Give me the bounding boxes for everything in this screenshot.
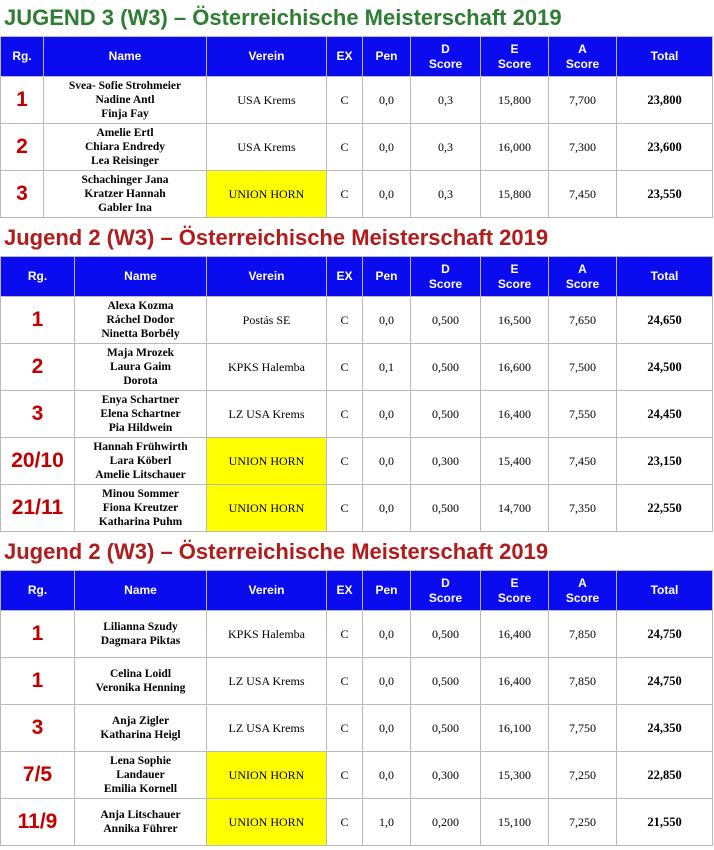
team-member-name: Svea- Sofie Strohmeier — [68, 80, 182, 92]
rank-cell: 11/9 — [1, 799, 75, 846]
total-cell: 21,550 — [617, 799, 713, 846]
total-cell: 24,350 — [617, 705, 713, 752]
team-member-name: Hannah Frühwirth — [93, 441, 188, 453]
total-cell: 24,500 — [617, 344, 713, 391]
e-score-cell: 15,300 — [481, 752, 549, 799]
table-row — [1, 344, 713, 391]
e-score-cell: 16,400 — [481, 611, 549, 658]
pen-cell: 0,0 — [363, 391, 411, 438]
team-member-name: Enya Schartner — [101, 394, 180, 406]
table-row — [1, 799, 713, 846]
total-cell: 23,550 — [617, 171, 713, 218]
team-member-name: Pia Hildwein — [108, 422, 173, 434]
club-cell: LZ USA Krems — [207, 391, 327, 438]
section-title: Jugend 2 (W3) – Österreichische Meisterschaft 2019 — [4, 225, 549, 250]
header-total: Total — [617, 37, 713, 77]
pen-cell: 0,0 — [363, 77, 411, 124]
header-row — [1, 571, 713, 611]
rank-cell: 20/10 — [1, 438, 75, 485]
header-rank: Rg. — [1, 257, 75, 297]
table-row — [1, 438, 713, 485]
ex-cell: C — [327, 705, 363, 752]
rank-cell: 2 — [1, 344, 75, 391]
names-cell — [75, 297, 207, 344]
rank-cell: 2 — [1, 124, 44, 171]
total-cell: 22,550 — [617, 485, 713, 532]
total-cell: 22,850 — [617, 752, 713, 799]
a-score-cell: 7,250 — [549, 752, 617, 799]
team-member-name: Anja Litschauer — [100, 809, 181, 821]
rank-cell: 7/5 — [1, 752, 75, 799]
team-member-name: Ráchel Dodor — [106, 314, 175, 326]
team-member-name: Annika Führer — [103, 823, 178, 835]
team-member-name: Alexa Kozma — [107, 300, 174, 312]
names-cell — [75, 485, 207, 532]
header-d-score: D Score — [411, 571, 481, 611]
pen-cell: 0,0 — [363, 485, 411, 532]
rank-cell: 1 — [1, 611, 75, 658]
header-ex: EX — [327, 37, 363, 77]
header-rank: Rg. — [1, 37, 44, 77]
e-score-cell: 15,100 — [481, 799, 549, 846]
d-score-cell: 0,300 — [411, 438, 481, 485]
total-cell: 24,750 — [617, 611, 713, 658]
names-cell — [75, 705, 207, 752]
team-member-name: Lara Köberl — [109, 455, 172, 467]
section-title: Jugend 2 (W3) – Österreichische Meisterschaft 2019 — [4, 539, 549, 564]
header-pen: Pen — [363, 37, 411, 77]
total-cell: 24,750 — [617, 658, 713, 705]
team-member-name: Finja Fay — [101, 108, 149, 120]
ex-cell: C — [327, 799, 363, 846]
header-e-score: E Score — [481, 257, 549, 297]
d-score-cell: 0,500 — [411, 705, 481, 752]
ex-cell: C — [327, 77, 363, 124]
header-club: Verein — [207, 257, 327, 297]
pen-cell: 0,0 — [363, 611, 411, 658]
club-cell: KPKS Halemba — [207, 611, 327, 658]
rank-cell: 3 — [1, 705, 75, 752]
e-score-cell: 16,400 — [481, 391, 549, 438]
names-cell — [75, 658, 207, 705]
table-row — [1, 297, 713, 344]
header-pen: Pen — [363, 571, 411, 611]
header-ex: EX — [327, 571, 363, 611]
section-title: JUGEND 3 (W3) – Österreichische Meisterschaft 2019 — [4, 5, 562, 30]
a-score-cell: 7,450 — [549, 438, 617, 485]
pen-cell: 0,0 — [363, 752, 411, 799]
e-score-cell: 16,000 — [481, 124, 549, 171]
club-cell: KPKS Halemba — [207, 344, 327, 391]
a-score-cell: 7,850 — [549, 611, 617, 658]
d-score-cell: 0,200 — [411, 799, 481, 846]
e-score-cell: 15,400 — [481, 438, 549, 485]
team-member-name: Amelie Ertl — [96, 127, 154, 139]
ex-cell: C — [327, 485, 363, 532]
header-name: Name — [75, 257, 207, 297]
header-total: Total — [617, 571, 713, 611]
header-name: Name — [44, 37, 207, 77]
table-row — [1, 391, 713, 438]
a-score-cell: 7,250 — [549, 799, 617, 846]
d-score-cell: 0,500 — [411, 344, 481, 391]
pen-cell: 0,0 — [363, 297, 411, 344]
names-cell — [75, 752, 207, 799]
a-score-cell: 7,650 — [549, 297, 617, 344]
header-rank: Rg. — [1, 571, 75, 611]
names-cell — [75, 344, 207, 391]
table-row — [1, 752, 713, 799]
team-member-name: Anja Zigler — [111, 715, 170, 727]
header-pen: Pen — [363, 257, 411, 297]
names-cell — [75, 391, 207, 438]
e-score-cell: 15,800 — [481, 171, 549, 218]
results-table — [0, 36, 713, 218]
header-d-score: D Score — [411, 37, 481, 77]
rank-cell: 1 — [1, 658, 75, 705]
d-score-cell: 0,500 — [411, 297, 481, 344]
header-e-score: E Score — [481, 37, 549, 77]
table-row — [1, 611, 713, 658]
total-cell: 24,650 — [617, 297, 713, 344]
d-score-cell: 0,300 — [411, 752, 481, 799]
a-score-cell: 7,700 — [549, 77, 617, 124]
club-cell: UNION HORN — [207, 485, 327, 532]
header-club: Verein — [207, 571, 327, 611]
club-cell: UNION HORN — [207, 438, 327, 485]
a-score-cell: 7,750 — [549, 705, 617, 752]
header-a-score: A Score — [549, 257, 617, 297]
team-member-name: Laura Gaim — [109, 361, 171, 373]
header-e-score: E Score — [481, 571, 549, 611]
rank-cell: 3 — [1, 171, 44, 218]
a-score-cell: 7,450 — [549, 171, 617, 218]
team-member-name: Maja Mrozek — [106, 347, 175, 359]
ex-cell: C — [327, 171, 363, 218]
rank-cell: 1 — [1, 297, 75, 344]
results-table — [0, 256, 713, 532]
a-score-cell: 7,550 — [549, 391, 617, 438]
ex-cell: C — [327, 124, 363, 171]
ex-cell: C — [327, 391, 363, 438]
club-cell: UNION HORN — [207, 799, 327, 846]
ex-cell: C — [327, 297, 363, 344]
table-row — [1, 77, 713, 124]
club-cell: LZ USA Krems — [207, 705, 327, 752]
team-member-name: Elena Schartner — [100, 408, 181, 420]
ex-cell: C — [327, 611, 363, 658]
team-member-name: Lea Reisinger — [90, 155, 160, 167]
pen-cell: 0,0 — [363, 124, 411, 171]
team-member-name: Lena Sophie — [109, 755, 172, 767]
ex-cell: C — [327, 658, 363, 705]
names-cell — [75, 611, 207, 658]
header-row — [1, 257, 713, 297]
d-score-cell: 0,500 — [411, 611, 481, 658]
team-member-name: Lilianna Szudy — [103, 621, 178, 633]
d-score-cell: 0,500 — [411, 485, 481, 532]
table-row — [1, 705, 713, 752]
club-cell: USA Krems — [207, 77, 327, 124]
team-member-name: Celina Loidl — [109, 668, 172, 680]
e-score-cell: 16,600 — [481, 344, 549, 391]
ex-cell: C — [327, 752, 363, 799]
team-member-name: Minou Sommer — [102, 488, 179, 500]
table-row — [1, 124, 713, 171]
team-member-name: Dorota — [123, 375, 158, 387]
ex-cell: C — [327, 344, 363, 391]
header-total: Total — [617, 257, 713, 297]
total-cell: 23,150 — [617, 438, 713, 485]
pen-cell: 0,0 — [363, 438, 411, 485]
team-member-name: Dagmara Piktas — [100, 635, 181, 647]
names-cell — [44, 124, 207, 171]
e-score-cell: 15,800 — [481, 77, 549, 124]
e-score-cell: 14,700 — [481, 485, 549, 532]
pen-cell: 0,1 — [363, 344, 411, 391]
names-cell — [44, 171, 207, 218]
team-member-name: Katharina Heigl — [100, 729, 181, 741]
table-row — [1, 485, 713, 532]
club-cell: LZ USA Krems — [207, 658, 327, 705]
e-score-cell: 16,100 — [481, 705, 549, 752]
rank-cell: 21/11 — [1, 485, 75, 532]
total-cell: 23,800 — [617, 77, 713, 124]
names-cell — [75, 799, 207, 846]
pen-cell: 0,0 — [363, 658, 411, 705]
team-member-name: Veronika Henning — [95, 682, 186, 694]
team-member-name: Chiara Endredy — [85, 141, 165, 153]
total-cell: 23,600 — [617, 124, 713, 171]
a-score-cell: 7,350 — [549, 485, 617, 532]
d-score-cell: 0,500 — [411, 658, 481, 705]
header-row — [1, 37, 713, 77]
team-member-name: Fiona Kreutzer — [102, 502, 179, 514]
pen-cell: 0,0 — [363, 705, 411, 752]
header-d-score: D Score — [411, 257, 481, 297]
team-member-name: Amelie Litschauer — [95, 469, 186, 481]
rank-cell: 1 — [1, 77, 44, 124]
header-club: Verein — [207, 37, 327, 77]
club-cell: UNION HORN — [207, 171, 327, 218]
team-member-name: Landauer — [116, 769, 165, 781]
team-member-name: Gabler Ina — [98, 202, 152, 214]
a-score-cell: 7,500 — [549, 344, 617, 391]
ex-cell: C — [327, 438, 363, 485]
pen-cell: 0,0 — [363, 171, 411, 218]
header-name: Name — [75, 571, 207, 611]
e-score-cell: 16,500 — [481, 297, 549, 344]
table-row — [1, 658, 713, 705]
team-member-name: Emilia Kornell — [103, 783, 178, 795]
d-score-cell: 0,3 — [411, 171, 481, 218]
pen-cell: 1,0 — [363, 799, 411, 846]
table-row — [1, 171, 713, 218]
team-member-name: Ninetta Borbély — [101, 328, 180, 340]
header-a-score: A Score — [549, 37, 617, 77]
d-score-cell: 0,3 — [411, 77, 481, 124]
names-cell — [44, 77, 207, 124]
header-a-score: A Score — [549, 571, 617, 611]
team-member-name: Kratzer Hannah — [84, 188, 166, 200]
rank-cell: 3 — [1, 391, 75, 438]
names-cell — [75, 438, 207, 485]
team-member-name: Nadine Antl — [95, 94, 155, 106]
a-score-cell: 7,300 — [549, 124, 617, 171]
e-score-cell: 16,400 — [481, 658, 549, 705]
team-member-name: Katharina Puhm — [98, 516, 183, 528]
results-table — [0, 570, 713, 846]
club-cell: USA Krems — [207, 124, 327, 171]
total-cell: 24,450 — [617, 391, 713, 438]
club-cell: UNION HORN — [207, 752, 327, 799]
a-score-cell: 7,850 — [549, 658, 617, 705]
team-member-name: Schachinger Jana — [81, 174, 169, 186]
d-score-cell: 0,500 — [411, 391, 481, 438]
d-score-cell: 0,3 — [411, 124, 481, 171]
club-cell: Postás SE — [207, 297, 327, 344]
header-ex: EX — [327, 257, 363, 297]
